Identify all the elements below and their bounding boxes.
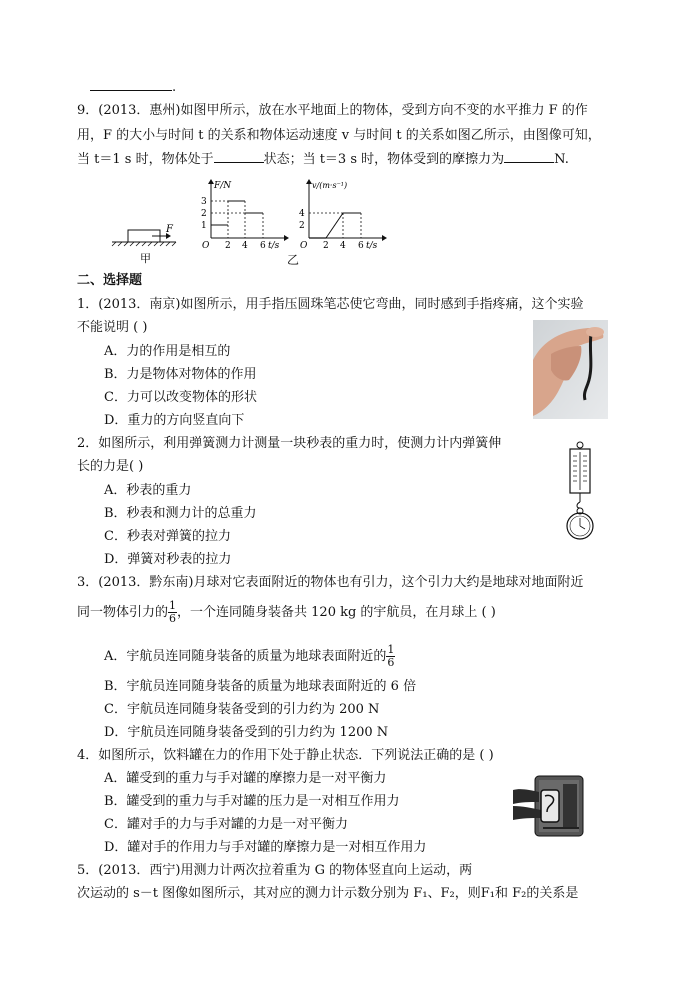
svg-text:O: O <box>202 241 210 250</box>
answer-blank <box>504 150 554 163</box>
ylabel: v/(m·s⁻¹) <box>312 181 348 190</box>
q3-option-b: B．宇航员连同随身装备的质量为地球表面附近的 6 倍 <box>104 679 417 694</box>
svg-text:2: 2 <box>299 221 305 231</box>
q4-option-b: B．罐受到的重力与手对罐的压力是一对相互作用力 <box>104 794 400 809</box>
q2-option-a: A．秒表的重力 <box>104 483 192 498</box>
q2-line1: 2．如图所示，利用弹簧测力计测量一块秒表的重力时，使测力计内弹簧伸 <box>77 436 502 451</box>
fraction-one-sixth: $\frac{1}{6}$ <box>169 599 177 625</box>
q1-option-d: D．重力的方向竖直向下 <box>104 413 245 428</box>
graph-velocity-time <box>296 178 388 250</box>
q9-line1: 9．(2013．惠州)如图甲所示，放在水平地面上的物体，受到方向不变的水平推力 F 的作 <box>77 103 588 118</box>
svg-text:2: 2 <box>323 241 329 250</box>
svg-text:4: 4 <box>340 241 346 250</box>
force-label: F <box>166 224 173 235</box>
q4-option-a: A．罐受到的重力与手对罐的摩擦力是一对平衡力 <box>104 771 387 786</box>
svg-text:t/s: t/s <box>268 241 280 250</box>
q3-line1: 3．(2013．黔东南)月球对它表面附近的物体也有引力，这个引力大约是地球对地面附近 <box>77 575 584 590</box>
figure-yi-caption: 乙 <box>287 253 300 267</box>
q1-option-c: C．力可以改变物体的形状 <box>104 390 257 405</box>
q3-line2: 同一物体引力的 $\frac{1}{6}$ ，一个连同随身装备共 120 kg 的宇航员，在月球上 ( ) <box>77 599 496 625</box>
svg-text:t/s: t/s <box>366 241 378 250</box>
svg-text:4: 4 <box>242 241 248 250</box>
svg-text:4: 4 <box>299 209 305 219</box>
q1-line1: 1．(2013．南京)如图所示，用手指压圆珠笔芯使它弯曲，同时感到手指疼痛，这个实验 <box>77 297 584 312</box>
q9-line3: 当 t＝1 s 时，物体处于 状态；当 t＝3 s 时，物体受到的摩擦力为 N. <box>77 152 569 167</box>
q3-option-a: A．宇航员连同随身装备的质量为地球表面附近的 $\frac{1}{6}$ <box>104 643 395 669</box>
q4-line1: 4．如图所示，饮料罐在力的作用下处于静止状态．下列说法正确的是 ( ) <box>77 748 494 763</box>
figure-jia <box>108 222 180 266</box>
q2-option-c: C．秒表对弹簧的拉力 <box>104 529 231 544</box>
svg-text:6: 6 <box>260 241 266 250</box>
hand-holding-can-figure <box>513 772 601 840</box>
q1-option-b: B．力是物体对物体的作用 <box>104 367 257 382</box>
q5-line1: 5．(2013．西宁)用测力计两次拉着重为 G 的物体竖直向上运动，两 <box>77 863 473 878</box>
q2-line2: 长的力是( ) <box>77 459 144 474</box>
q4-option-c: C．罐对手的力与手对罐的力是一对平衡力 <box>104 817 348 832</box>
svg-text:2: 2 <box>201 209 207 219</box>
graph-force-time <box>198 178 290 250</box>
fraction-one-sixth: $\frac{1}{6}$ <box>387 643 395 669</box>
q3-option-d: D．宇航员连同随身装备受到的引力约为 1200 N <box>104 725 389 740</box>
answer-blank <box>214 150 264 163</box>
section-heading: 二、选择题 <box>77 273 143 288</box>
q4-option-d: D．罐对手的作用力与手对罐的摩擦力是一对相互作用力 <box>104 840 427 855</box>
q2-option-d: D．弹簧对秒表的拉力 <box>104 552 232 567</box>
svg-text:O: O <box>300 241 308 250</box>
q2-option-b: B．秒表和测力计的总重力 <box>104 506 257 521</box>
svg-text:1: 1 <box>201 221 207 231</box>
q1-line2: 不能说明 ( ) <box>77 320 148 335</box>
q5-line2: 次运动的 s－t 图像如图所示，其对应的测力计示数分别为 F₁、F₂，则F₁和 F₂的关系是 <box>77 886 579 901</box>
svg-text:6: 6 <box>358 241 364 250</box>
q3-option-c: C．宇航员连同随身装备受到的引力约为 200 N <box>104 702 380 717</box>
ylabel: F/N <box>214 181 232 191</box>
q1-option-a: A．力的作用是相互的 <box>104 344 231 359</box>
svg-text:3: 3 <box>201 197 207 207</box>
spring-scale-stopwatch-figure <box>558 440 608 542</box>
finger-pen-photo <box>533 320 608 419</box>
svg-text:2: 2 <box>225 241 231 250</box>
answer-blank-top: . <box>90 78 176 95</box>
q9-line2: 用，F 的大小与时间 t 的关系和物体运动速度 v 与时间 t 的关系如图乙所示，由图像可知， <box>77 128 601 143</box>
figure-jia-caption: 甲 <box>140 252 151 265</box>
